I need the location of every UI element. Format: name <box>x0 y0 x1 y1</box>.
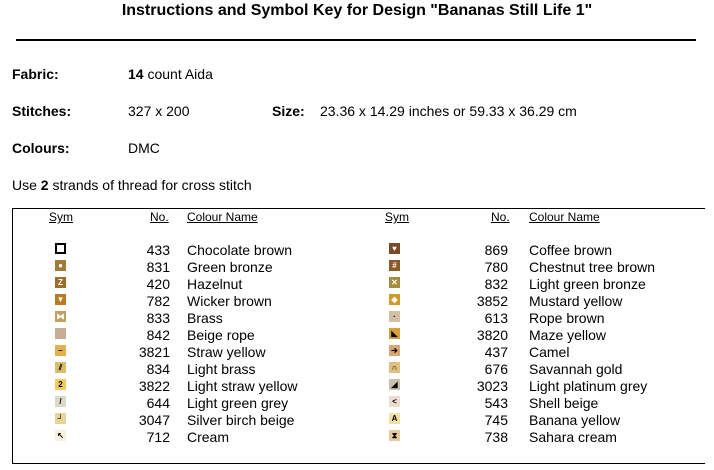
stitch-symbol-icon: ♥ <box>389 243 400 254</box>
dmc-number: 3820 <box>476 327 508 343</box>
stitch-symbol-icon: # <box>389 260 400 271</box>
key-row <box>55 310 355 327</box>
stitch-symbol-icon: ● <box>55 260 66 271</box>
key-row <box>389 429 699 446</box>
colour-name: Light straw yellow <box>187 378 298 394</box>
key-row <box>389 242 699 259</box>
no-header-right: No. <box>491 210 510 224</box>
stitch-symbol-icon: ⧓ <box>56 311 65 321</box>
dmc-number: 644 <box>146 395 170 411</box>
colour-name: Sahara cream <box>529 429 617 445</box>
title-underline <box>16 39 696 41</box>
stitch-symbol-icon <box>55 328 66 339</box>
colour-name: Chocolate brown <box>187 242 293 258</box>
colour-name: Green bronze <box>187 259 273 275</box>
key-column-right <box>389 242 699 446</box>
dmc-number: 842 <box>146 327 170 343</box>
dmc-number: 831 <box>146 259 170 275</box>
key-row <box>55 276 355 293</box>
key-row <box>389 259 699 276</box>
dmc-number: 738 <box>484 429 508 445</box>
dmc-number: 782 <box>146 293 170 309</box>
colour-name: Coffee brown <box>529 242 613 258</box>
colour-name: Cream <box>187 429 230 445</box>
colour-name: Shell beige <box>529 395 599 411</box>
dmc-number: 832 <box>484 276 508 292</box>
stitch-symbol-icon: ✕ <box>389 277 400 288</box>
key-row <box>55 361 355 378</box>
fabric-label: Fabric: <box>12 66 59 82</box>
stitch-symbol-icon: ⫽ <box>55 362 66 373</box>
colours-value: DMC <box>128 140 160 156</box>
colour-name: Beige rope <box>187 327 255 343</box>
key-row <box>389 344 699 361</box>
stitch-symbol-icon: ◣ <box>389 328 400 339</box>
colour-name: Light green grey <box>187 395 289 411</box>
dmc-number: 3852 <box>476 293 508 309</box>
colour-name: Light platinum grey <box>529 378 648 394</box>
dmc-number: 433 <box>146 242 170 258</box>
key-row <box>55 412 355 429</box>
stitch-symbol-icon: – <box>55 345 66 356</box>
stitch-symbol-icon: / <box>55 396 66 407</box>
dmc-number: 3023 <box>476 378 508 394</box>
fabric-count: 14 <box>128 66 144 82</box>
strands-count: 2 <box>40 177 49 193</box>
stitch-symbol-icon: ⧗ <box>389 430 400 441</box>
stitch-symbol-icon: A <box>389 413 400 424</box>
stitch-symbol-icon: < <box>389 396 400 407</box>
fabric-value <box>128 66 213 82</box>
key-row <box>55 242 355 259</box>
colour-name: Hazelnut <box>187 276 243 292</box>
colour-name: Light brass <box>187 361 256 377</box>
dmc-number: 834 <box>146 361 170 377</box>
key-row <box>55 429 355 446</box>
dmc-number: 780 <box>484 259 508 275</box>
key-row <box>389 412 699 429</box>
colour-name: Straw yellow <box>187 344 266 360</box>
key-row <box>55 378 355 395</box>
strands-instruction: Use 2 strands of thread for cross stitch <box>12 177 252 193</box>
stitch-symbol-icon: 2 <box>55 379 66 390</box>
colour-name: Camel <box>529 344 570 360</box>
key-row <box>389 361 699 378</box>
key-row <box>389 293 699 310</box>
dmc-number: 420 <box>146 276 170 292</box>
key-row <box>55 293 355 310</box>
colour-name-header-right: Colour Name <box>529 210 600 224</box>
stitch-symbol-icon: Z <box>55 277 66 288</box>
size-value: 23.36 x 14.29 inches or 59.33 x 36.29 cm <box>320 103 577 119</box>
stitch-symbol-icon: ◢ <box>389 379 400 390</box>
dmc-number: 543 <box>484 395 508 411</box>
key-row <box>389 327 699 344</box>
stitch-symbol-icon: ➔ <box>389 345 400 356</box>
key-row <box>389 378 699 395</box>
key-row <box>389 310 699 327</box>
stitch-symbol-icon: ↖ <box>55 430 66 441</box>
dmc-number: 3822 <box>138 378 170 394</box>
colour-name: Light green bronze <box>529 276 646 292</box>
stitches-label: Stitches: <box>12 103 72 119</box>
key-row <box>55 259 355 276</box>
dmc-number: 869 <box>484 242 508 258</box>
dmc-number: 613 <box>484 310 508 326</box>
dmc-number: 712 <box>146 429 170 445</box>
key-column-left <box>55 242 355 446</box>
dmc-number: 745 <box>484 412 508 428</box>
stitch-symbol-icon <box>55 243 66 254</box>
stitches-value: 327 x 200 <box>128 103 190 119</box>
colour-name: Mustard yellow <box>529 293 623 309</box>
colour-name: Brass <box>187 310 223 326</box>
key-row <box>389 395 699 412</box>
colour-name: Maze yellow <box>529 327 607 343</box>
colour-name: Rope brown <box>529 310 605 326</box>
key-row <box>55 327 355 344</box>
fabric-type: count Aida <box>147 66 213 82</box>
colour-name: Savannah gold <box>529 361 623 377</box>
size-label: Size: <box>272 103 305 119</box>
colours-label: Colours: <box>12 140 70 156</box>
stitch-symbol-icon: ▼ <box>56 294 65 304</box>
colour-name: Banana yellow <box>529 412 621 428</box>
dmc-number: 676 <box>484 361 508 377</box>
stitch-symbol-icon: · <box>389 311 400 322</box>
colour-name: Wicker brown <box>187 293 272 309</box>
stitch-symbol-icon: ┘ <box>55 413 66 424</box>
dmc-number: 3821 <box>138 344 170 360</box>
dmc-number: 3047 <box>138 412 170 428</box>
colour-name: Silver birch beige <box>187 412 295 428</box>
no-header-left: No. <box>150 210 169 224</box>
key-row <box>55 344 355 361</box>
stitch-symbol-icon: ∩ <box>389 362 400 373</box>
dmc-number: 437 <box>484 344 508 360</box>
sym-header-left: Sym <box>49 210 73 224</box>
stitch-symbol-icon: ◆ <box>389 294 400 305</box>
key-row <box>55 395 355 412</box>
colour-name: Chestnut tree brown <box>529 259 656 275</box>
colour-name-header-left: Colour Name <box>187 210 258 224</box>
dmc-number: 833 <box>146 310 170 326</box>
sym-header-right: Sym <box>385 210 409 224</box>
key-row <box>389 276 699 293</box>
document-title: Instructions and Symbol Key for Design "Bananas Still Life 1" <box>121 2 593 19</box>
